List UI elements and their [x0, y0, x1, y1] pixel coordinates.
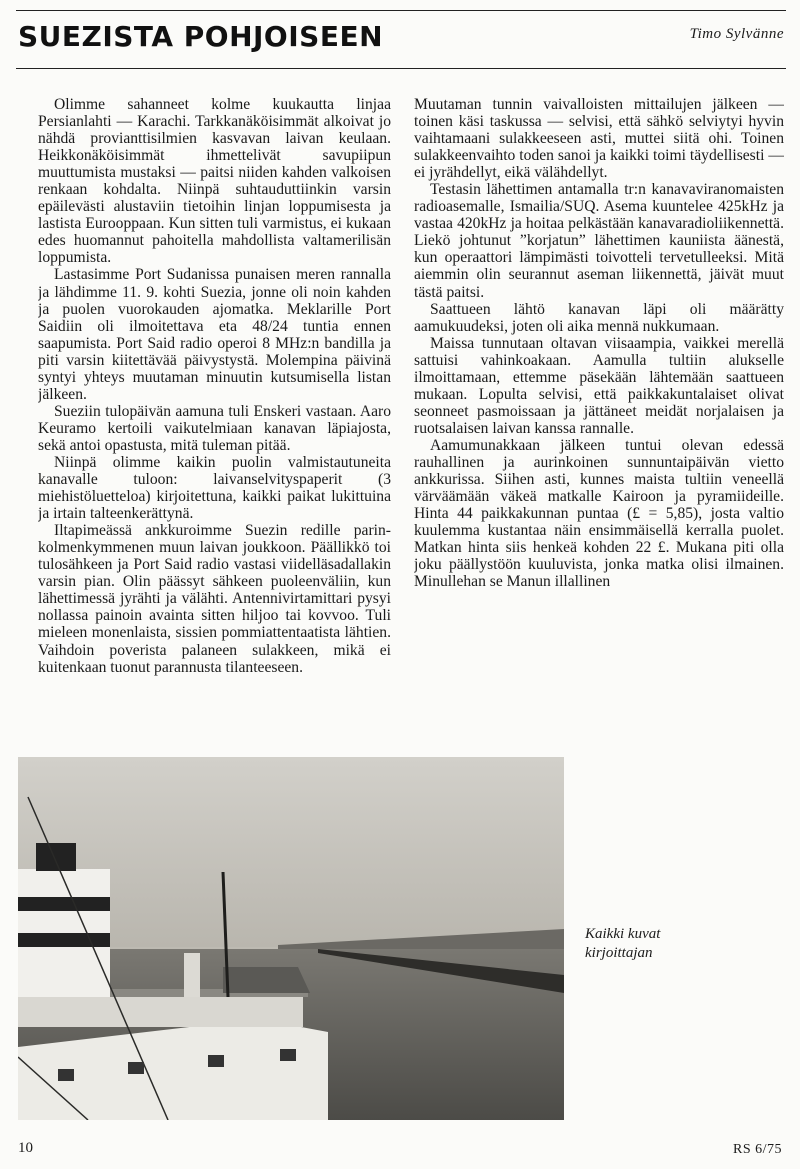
header-top-rule [16, 10, 786, 11]
window [128, 1062, 144, 1074]
paragraph: Sueziin tulopäivän aamuna tuli Enskeri vastaan. Aaro Keuramo kertoili vaikutelmiaan kanavan läpiajosta, sekä antoi opastusta, mitä tuleman pitää. [38, 402, 391, 454]
window [280, 1049, 296, 1061]
lifeboat [223, 967, 310, 993]
paragraph: Olimme sahanneet kolme kuukautta linjaa Persianlahti — Karachi. Tarkkanäköisimmät alkoivat jo nähdä provianttisilmien kasvavan laivan keulaan. Heikkonäköisimmät ihmettelivät savupiipun muuttumista mustaksi — paitsi niiden kahden valkoisen renkaan kohdalta. Niinpä suhtauduttiinkin varsin epäilevästi alustaviin tietoihin linjan loppumisesta ja lastista Eurooppaan. Kun sitten tuli varmistus, ei kukaan edes huomannut pahoitella mahdollista valtamerilisän loppumista. [38, 96, 391, 267]
ventilator [184, 953, 200, 997]
article-author: Timo Sylvänne [689, 26, 784, 42]
caption-line: Kaikki kuvat [585, 926, 661, 942]
paragraph: Maissa tunnutaan oltavan viisaampia, vaikkei merellä sattuisi vahinkoakaan. Aamulla tultiin alukselle ilmoittamaan, ettemme päsekään lähtemään saattueen mukaan. Lopulta selvisi, että paikkakuntalaiset olivat seonneet pasmoissaan ja jättäneet meidät norjalaisen ja ruotsalaisen laivan kanssa rannalle. [414, 334, 784, 437]
ship-deck [18, 997, 303, 1027]
paragraph: Saattueen lähtö kanavan läpi oli määrätty aamukuudeksi, joten oli aika mennä nukkumaan. [414, 300, 784, 335]
paragraph: Testasin lähettimen antamalla tr:n kanavaviranomaisten radioasemalle, Ismailia/SUQ. Asema kuuntelee 425kHz ja vastaa 420kHz ja hoitaa pelkästään kanavaradioliikennettä. Liekö johtunut ”korjatun” lähettimen kauniista äänestä, kun operaattori lämpimästi toivotteli tervetulleeksi. Mitä aiemmin olin seurannut aseman liikennettä, jäivät muut tästä paitsi. [414, 181, 784, 301]
caption-line: kirjoittajan [585, 945, 653, 961]
text-column-right [414, 96, 784, 746]
ship-canal-photo [18, 757, 564, 1120]
photo-caption [585, 925, 765, 963]
article-title: SUEZISTA POHJOISEEN [18, 20, 384, 53]
window [208, 1055, 224, 1067]
funnel-band [18, 933, 110, 947]
photo-illustration [18, 757, 564, 1120]
window [58, 1069, 74, 1081]
funnel-top [36, 843, 76, 871]
funnel-band [18, 897, 110, 911]
header-bottom-rule [16, 68, 786, 69]
paragraph: Lastasimme Port Sudanissa punaisen meren rannalla ja lähdimme 11. 9. kohti Suezia, jonne oli noin kahden ja puolen vuorokauden ajomatka. Meklarille Port Saidiin oli ilmoitettava eta 48/24 tuntia ennen saapumista. Port Said radio operoi 8 MHz:n bandilla ja piti varsin kiitettävää päivystystä. Molempina päivinä syntyi yhteys muutaman minuutin kutsumisella listan jälkeen. [38, 266, 391, 403]
page-number: 10 [18, 1140, 33, 1156]
text-column-left [38, 96, 391, 746]
issue-label: RS 6/75 [732, 1142, 782, 1157]
paragraph: Iltapimeässä ankkuroimme Suezin redille parin- kolmenkymmenen muun laivan joukkoon. Päällikkö toi tulosähkeen ja Port Said radio vastasi viidelläsadallakin varsin pian. Olin päässyt sähkeen puoleenväliin, kun lähettimessä jyrähti ja välähti. Antennivirtamittari pysyi nollassa painoin avainta sitten hiljoo tai kovvoo. Tuli mieleen monenlaista, sissien pommiattentaatista lähtien. Vaihdoin poverista palaneen sulakkeen, mikä ei kuitenkaan tuonut parannusta tilanteeseen. [38, 522, 391, 676]
paragraph: Muutaman tunnin vaivalloisten mittailujen jälkeen — toinen käsi taskussa — selvisi, että sähkö selviytyi hyvin vaihtamaani sulakkeeseen asti, muttei siitä ohi. Toinen sulakkeenvaihto toden sanoi ja kaikki toimi täydellisesti — ei jyrähdellyt, eikä välähdellyt. [414, 96, 784, 182]
paragraph: Niinpä olimme kaikin puolin valmistautuneita kanavalle tuloon: laivanselvityspaperit (3 miehistöluetteloa) kirjoitettuna, kaikki paikat lukittuina ja irtain talteenkerättynä. [38, 453, 391, 523]
paragraph: Aamumunakkaan jälkeen tuntui olevan edessä rauhallinen ja aurinkoinen sunnuntaipäivän vietto ankkurissa. Siihen asti, kunnes maista tultiin veneellä värväämään väkeä matkalle Kairoon ja pyramiideille. Hinta 44 paikkakunnan puntaa (£ = 5,85), josta valtio kuulemma kustantaa näin ensimmäisellä kerralla puolet. Matkan hinta siis henkeä kohden 22 £. Mukana piti olla joku päällystöön kuuluvista, jonka matka olisi ilmainen. Minullehan se Manun illallinen [414, 436, 784, 591]
